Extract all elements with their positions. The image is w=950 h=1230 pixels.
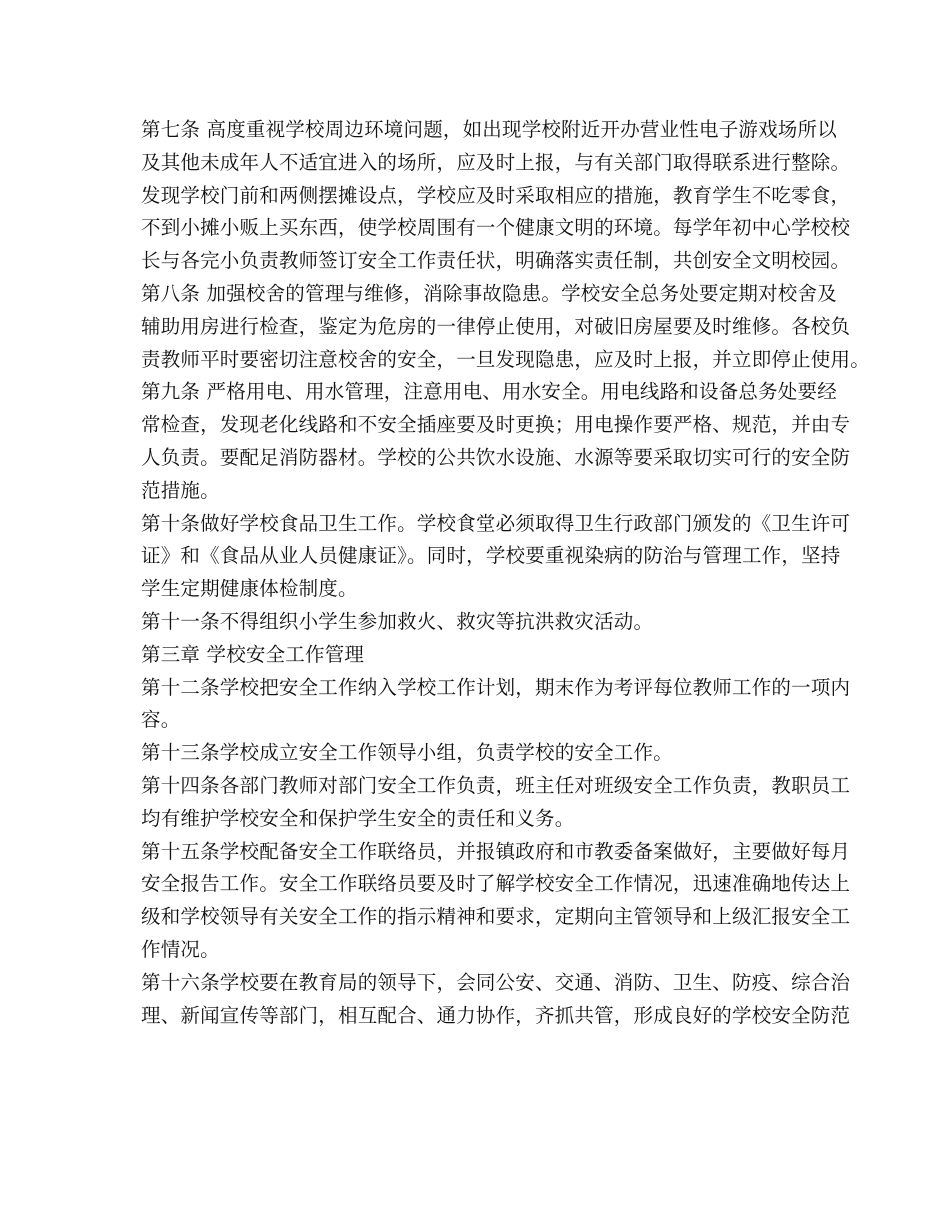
text-line: 范措施。 bbox=[141, 478, 220, 502]
text-line: 第十四条各部门教师对部门安全工作负责，班主任对班级安全工作负责，教职员工 bbox=[141, 773, 851, 797]
text-line: 第十三条学校成立安全工作领导小组，负责学校的安全工作。 bbox=[141, 741, 673, 765]
chapter-heading: 第三章 学校安全工作管理 bbox=[141, 642, 365, 666]
text-line: 证》和《食品从业人员健康证》。同时，学校要重视染病的防治与管理工作，坚持 bbox=[141, 544, 841, 568]
text-line: 长与各完小负责教师签订安全工作责任状，明确落实责任制，共创安全文明校园。 bbox=[141, 249, 851, 273]
text-line: 及其他未成年人不适宜进入的场所，应及时上报，与有关部门取得联系进行整除。 bbox=[141, 150, 851, 174]
text-line: 发现学校门前和两侧摆摊设点，学校应及时采取相应的措施，教育学生不吃零食， bbox=[141, 183, 851, 207]
text-line: 第七条 高度重视学校周边环境问题，如出现学校附近开办营业性电子游戏场所以 bbox=[141, 118, 837, 141]
text-line: 辅助用房进行检查，鉴定为危房的一律停止使用，对破旧房屋要及时维修。各校负 bbox=[141, 314, 851, 338]
text-line: 责教师平时要密切注意校舍的安全，一旦发现隐患，应及时上报，并立即停止使用。 bbox=[141, 347, 870, 371]
text-line: 不到小摊小贩上买东西，使学校周围有一个健康文明的环境。每学年初中心学校校 bbox=[141, 216, 851, 240]
text-line: 第十五条学校配备安全工作联络员，并报镇政府和市教委备案做好，主要做好每月 bbox=[141, 839, 851, 863]
text-line: 第十二条学校把安全工作纳入学校工作计划，期末作为考评每位教师工作的一项内 bbox=[141, 675, 851, 699]
text-line: 第十条做好学校食品卫生工作。学校食堂必须取得卫生行政部门颁发的《卫生许可 bbox=[141, 511, 851, 535]
text-line: 作情况。 bbox=[141, 937, 220, 961]
text-line: 均有维护学校安全和保护学生安全的责任和义务。 bbox=[141, 806, 575, 830]
text-line: 级和学校领导有关安全工作的指示精神和要求，定期向主管领导和上级汇报安全工 bbox=[141, 905, 851, 929]
text-line: 人负责。要配足消防器材。学校的公共饮水设施、水源等要采取切实可行的安全防 bbox=[141, 445, 851, 469]
document-body bbox=[141, 114, 870, 1032]
text-line: 第八条 加强校舍的管理与维修，消除事故隐患。学校安全总务处要定期对校舍及 bbox=[141, 281, 837, 305]
text-line: 安全报告工作。安全工作联络员要及时了解学校安全工作情况，迅速准确地传达上 bbox=[141, 872, 851, 896]
text-line: 学生定期健康体检制度。 bbox=[141, 577, 358, 601]
text-line: 容。 bbox=[141, 708, 181, 732]
text-line: 第九条 严格用电、用水管理，注意用电、用水安全。用电线路和设备总务处要经 bbox=[141, 380, 837, 404]
text-line: 第十六条学校要在教育局的领导下，会同公安、交通、消防、卫生、防疫、综合治 bbox=[141, 970, 851, 994]
text-line: 常检查，发现老化线路和不安全插座要及时更换；用电操作要严格、规范，并由专 bbox=[141, 413, 851, 437]
text-line: 理、新闻宣传等部门，相互配合、通力协作，齐抓共管，形成良好的学校安全防范 bbox=[141, 1003, 851, 1027]
text-line: 第十一条不得组织小学生参加救火、救灾等抗洪救灾活动。 bbox=[141, 609, 654, 633]
